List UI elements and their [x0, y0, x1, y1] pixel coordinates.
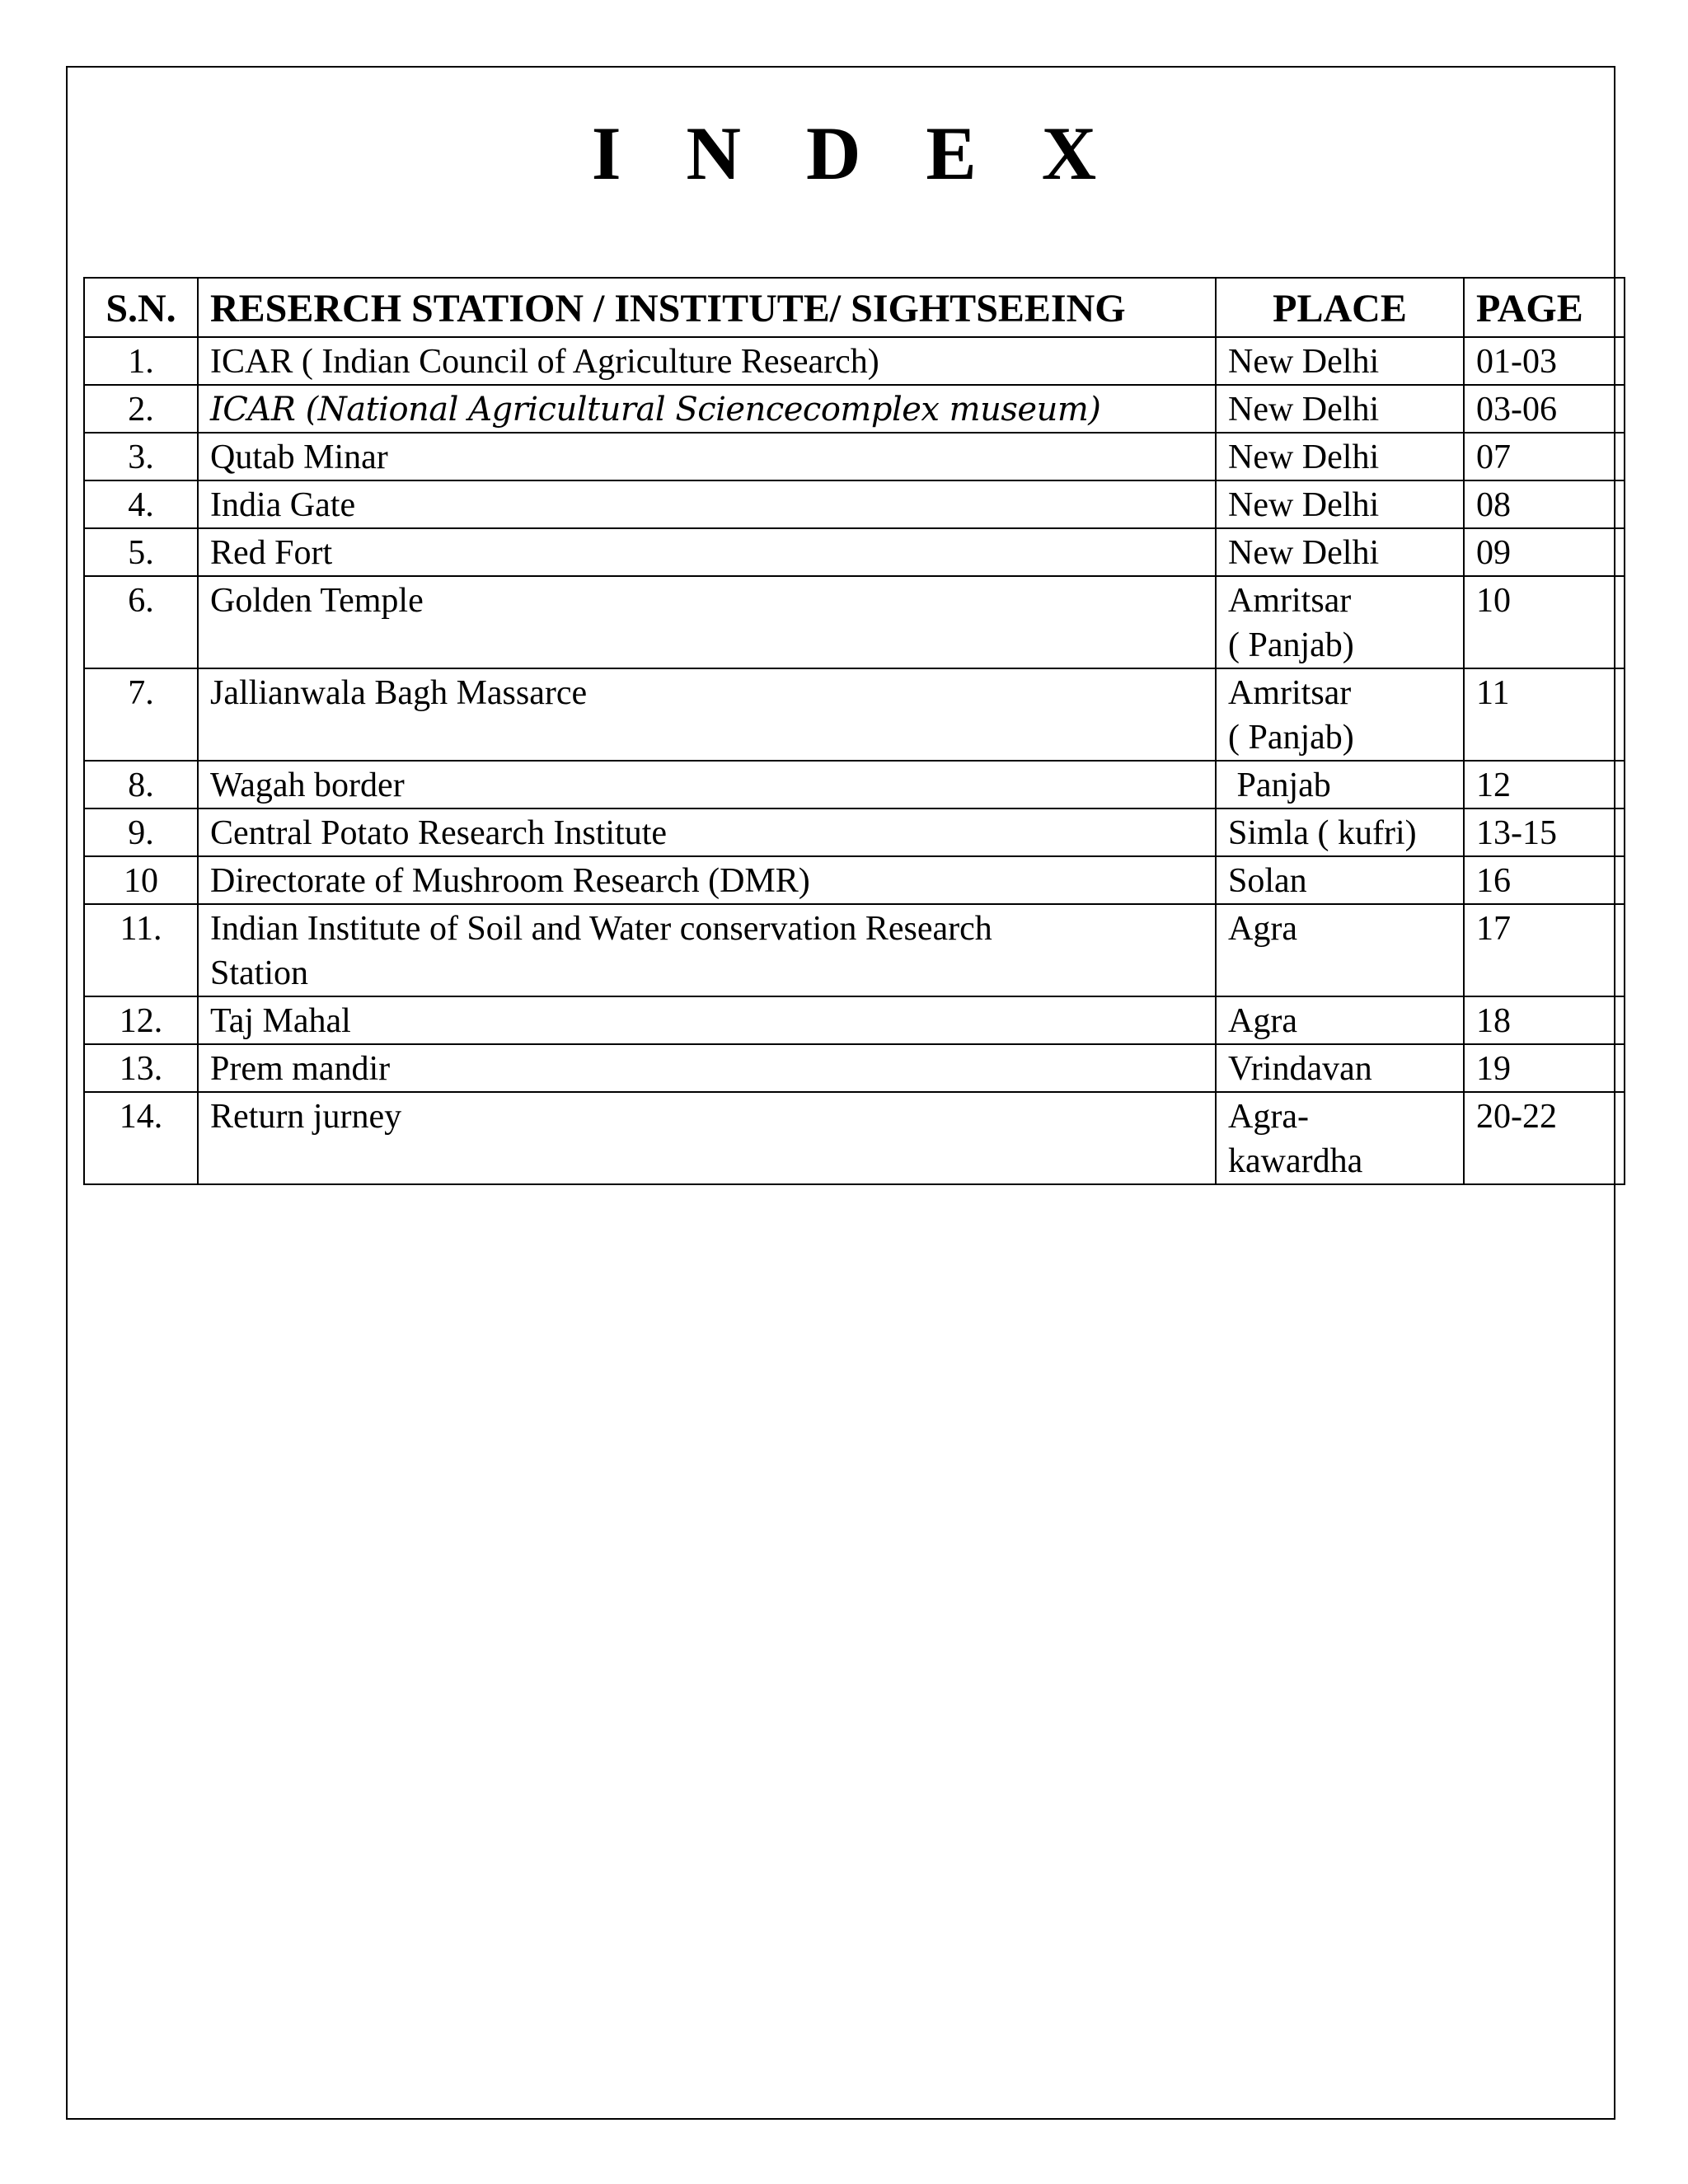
row-serial-number: 14.	[84, 1092, 198, 1184]
row-page-range: 19	[1464, 1044, 1625, 1092]
row-place	[1216, 1044, 1464, 1092]
place-text-continued: ( Panjab)	[1228, 626, 1354, 664]
row-place	[1216, 528, 1464, 576]
row-place	[1216, 761, 1464, 808]
row-serial-number: 6.	[84, 576, 198, 668]
place-text: New Delhi	[1228, 438, 1380, 476]
row-serial-number: 12.	[84, 996, 198, 1044]
station-name-text: Directorate of Mushroom Research (DMR)	[210, 862, 810, 900]
row-place	[1216, 433, 1464, 480]
row-serial-number: 13.	[84, 1044, 198, 1092]
row-station-name	[198, 385, 1216, 433]
row-serial-number: 9.	[84, 808, 198, 856]
row-place	[1216, 480, 1464, 528]
station-name-text: Qutab Minar	[210, 438, 388, 476]
row-station-name	[198, 480, 1216, 528]
index-table	[83, 277, 1625, 1185]
row-serial-number: 3.	[84, 433, 198, 480]
place-text: Panjab	[1228, 766, 1331, 804]
station-name-text: Wagah border	[210, 766, 405, 804]
row-page-range: 20-22	[1464, 1092, 1625, 1184]
station-name-text: Return jurney	[210, 1098, 402, 1136]
place-text: Vrindavan	[1228, 1050, 1372, 1088]
row-page-range: 03-06	[1464, 385, 1625, 433]
place-text: New Delhi	[1228, 486, 1380, 524]
row-place	[1216, 808, 1464, 856]
place-text: Simla ( kufri)	[1228, 814, 1417, 852]
place-text: New Delhi	[1228, 343, 1380, 381]
table-row	[84, 856, 1625, 904]
row-page-range: 09	[1464, 528, 1625, 576]
row-serial-number: 4.	[84, 480, 198, 528]
row-station-name	[198, 761, 1216, 808]
place-text: Agra-	[1228, 1098, 1309, 1136]
row-page-range: 16	[1464, 856, 1625, 904]
table-row	[84, 996, 1625, 1044]
row-page-range: 01-03	[1464, 337, 1625, 385]
row-page-range: 13-15	[1464, 808, 1625, 856]
station-name-text: ICAR (National Agricultural Sciencecomplex museum)	[210, 391, 1101, 429]
row-station-name	[198, 433, 1216, 480]
place-text-continued: ( Panjab)	[1228, 719, 1354, 757]
row-station-name	[198, 528, 1216, 576]
place-text: Amritsar	[1228, 582, 1352, 620]
station-name-text: Red Fort	[210, 534, 333, 572]
station-name-text: Prem mandir	[210, 1050, 391, 1088]
row-place	[1216, 576, 1464, 668]
station-name-text: Central Potato Research Institute	[210, 814, 668, 852]
station-name-text: Indian Institute of Soil and Water conservation Research	[210, 910, 992, 948]
row-page-range: 07	[1464, 433, 1625, 480]
row-place	[1216, 668, 1464, 761]
station-name-text: ICAR ( Indian Council of Agriculture Research)	[210, 343, 879, 381]
row-serial-number: 11.	[84, 904, 198, 996]
row-page-range: 08	[1464, 480, 1625, 528]
station-name-text: India Gate	[210, 486, 356, 524]
table-row	[84, 1044, 1625, 1092]
row-serial-number: 7.	[84, 668, 198, 761]
place-text: Agra	[1228, 1002, 1297, 1040]
header-place: PLACE	[1216, 278, 1464, 337]
header-page: PAGE	[1464, 278, 1625, 337]
row-page-range: 17	[1464, 904, 1625, 996]
header-sn: S.N.	[84, 278, 198, 337]
row-page-range: 18	[1464, 996, 1625, 1044]
row-page-range: 11	[1464, 668, 1625, 761]
row-serial-number: 10	[84, 856, 198, 904]
row-station-name	[198, 808, 1216, 856]
page-title: I N D E X	[591, 111, 1120, 195]
header-station-line1: RESERCH STATION / INSTITUTE/	[210, 287, 842, 330]
table-row	[84, 480, 1625, 528]
row-station-name	[198, 856, 1216, 904]
place-text: Solan	[1228, 862, 1307, 900]
row-station-name	[198, 1092, 1216, 1184]
row-place	[1216, 996, 1464, 1044]
row-serial-number: 5.	[84, 528, 198, 576]
table-row	[84, 528, 1625, 576]
row-place	[1216, 904, 1464, 996]
row-station-name	[198, 996, 1216, 1044]
place-text: Agra	[1228, 910, 1297, 948]
row-station-name	[198, 576, 1216, 668]
table-row	[84, 337, 1625, 385]
row-place	[1216, 1092, 1464, 1184]
station-name-text: Golden Temple	[210, 582, 424, 620]
table-row	[84, 808, 1625, 856]
station-name-text: Taj Mahal	[210, 1002, 351, 1040]
place-text: Amritsar	[1228, 674, 1352, 712]
row-serial-number: 1.	[84, 337, 198, 385]
place-text: New Delhi	[1228, 391, 1380, 429]
row-station-name	[198, 904, 1216, 996]
table-row	[84, 1092, 1625, 1184]
row-station-name	[198, 1044, 1216, 1092]
row-station-name	[198, 668, 1216, 761]
header-row	[84, 278, 1625, 337]
row-place	[1216, 337, 1464, 385]
table-body	[84, 337, 1625, 1184]
station-name-text-continued: Station	[210, 954, 309, 992]
row-serial-number: 8.	[84, 761, 198, 808]
place-text-continued: kawardha	[1228, 1142, 1363, 1180]
row-place	[1216, 856, 1464, 904]
row-place	[1216, 385, 1464, 433]
row-page-range: 12	[1464, 761, 1625, 808]
station-name-text: Jallianwala Bagh Massarce	[210, 674, 588, 712]
table-row	[84, 576, 1625, 668]
row-station-name	[198, 337, 1216, 385]
table-row	[84, 904, 1625, 996]
table-row	[84, 433, 1625, 480]
table-row	[84, 761, 1625, 808]
header-station-line2: SIGHTSEEING	[851, 287, 1126, 330]
place-text: New Delhi	[1228, 534, 1380, 572]
table-row	[84, 668, 1625, 761]
header-station	[198, 278, 1216, 337]
row-page-range: 10	[1464, 576, 1625, 668]
table-row	[84, 385, 1625, 433]
row-serial-number: 2.	[84, 385, 198, 433]
